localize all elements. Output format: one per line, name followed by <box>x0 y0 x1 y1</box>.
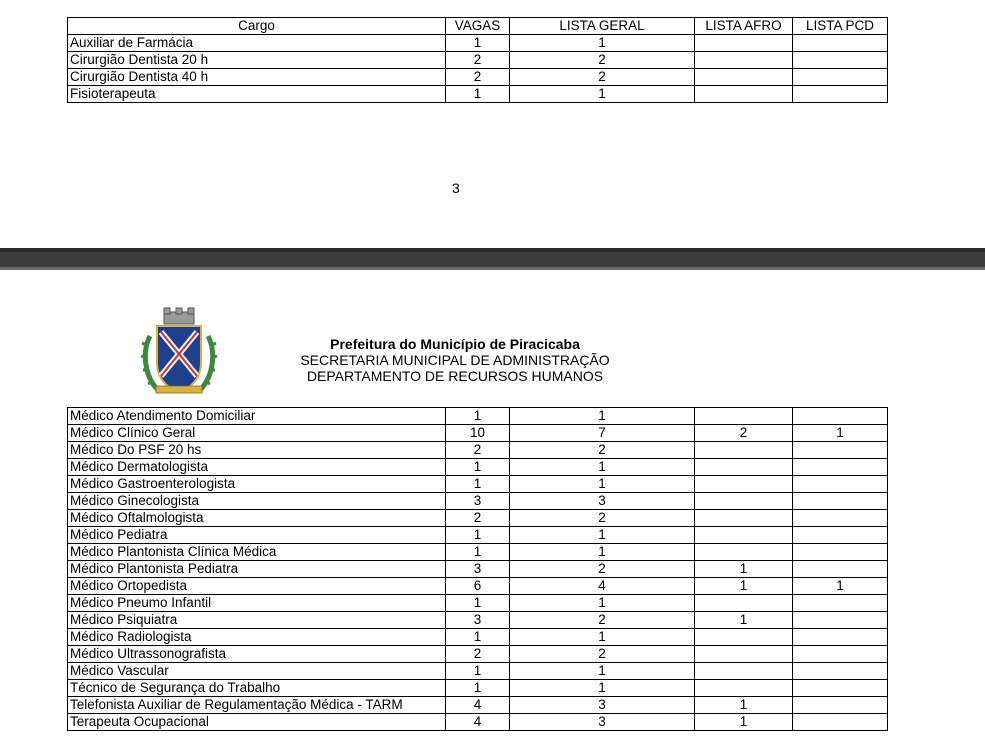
page-separator <box>0 248 985 270</box>
cell-lista-pcd <box>793 544 888 561</box>
cell-cargo: Médico Do PSF 20 hs <box>68 442 446 459</box>
document-header <box>240 336 670 384</box>
cell-lista-pcd: 1 <box>793 578 888 595</box>
table-row <box>68 425 888 442</box>
cell-lista-afro <box>695 476 793 493</box>
cell-lista-pcd <box>793 697 888 714</box>
table-row <box>68 680 888 697</box>
table-row <box>68 578 888 595</box>
cell-vagas: 3 <box>446 561 510 578</box>
cell-lista-geral: 2 <box>510 52 695 69</box>
cell-lista-geral: 1 <box>510 663 695 680</box>
cell-cargo: Telefonista Auxiliar de Regulamentação Médica - TARM <box>68 697 446 714</box>
cell-cargo: Médico Clínico Geral <box>68 425 446 442</box>
cell-lista-geral: 1 <box>510 35 695 52</box>
table-row <box>68 595 888 612</box>
cell-lista-geral: 2 <box>510 510 695 527</box>
cell-lista-geral: 1 <box>510 476 695 493</box>
cell-lista-pcd <box>793 408 888 425</box>
cell-vagas: 4 <box>446 714 510 731</box>
cell-vagas: 10 <box>446 425 510 442</box>
cell-lista-afro <box>695 544 793 561</box>
table-row <box>68 476 888 493</box>
vacancy-table-page-3 <box>67 17 888 103</box>
page-number: 3 <box>452 180 460 196</box>
table-row <box>68 663 888 680</box>
cell-lista-geral: 1 <box>510 408 695 425</box>
cell-cargo: Médico Pneumo Infantil <box>68 595 446 612</box>
cell-lista-afro: 1 <box>695 578 793 595</box>
table-row <box>68 714 888 731</box>
cell-lista-geral: 2 <box>510 612 695 629</box>
cell-lista-afro: 1 <box>695 697 793 714</box>
cell-lista-afro: 2 <box>695 425 793 442</box>
cell-lista-geral: 1 <box>510 544 695 561</box>
cell-lista-afro: 1 <box>695 714 793 731</box>
cell-lista-pcd <box>793 646 888 663</box>
table-row <box>68 459 888 476</box>
cell-cargo: Técnico de Segurança do Trabalho <box>68 680 446 697</box>
cell-lista-afro <box>695 510 793 527</box>
cell-vagas: 1 <box>446 527 510 544</box>
cell-vagas: 1 <box>446 86 510 103</box>
cell-lista-pcd <box>793 510 888 527</box>
header-lista-pcd: LISTA PCD <box>793 18 888 35</box>
municipal-coat-of-arms-icon <box>140 306 218 398</box>
header-vagas: VAGAS <box>446 18 510 35</box>
cell-cargo: Médico Gastroenterologista <box>68 476 446 493</box>
cell-cargo: Médico Atendimento Domiciliar <box>68 408 446 425</box>
cell-lista-pcd <box>793 493 888 510</box>
cell-lista-geral: 1 <box>510 629 695 646</box>
cell-cargo: Cirurgião Dentista 20 h <box>68 52 446 69</box>
cell-lista-afro <box>695 527 793 544</box>
cell-lista-pcd <box>793 35 888 52</box>
table-header-row <box>68 18 888 35</box>
cell-vagas: 1 <box>446 629 510 646</box>
cell-lista-pcd <box>793 629 888 646</box>
secretaria-name: SECRETARIA MUNICIPAL DE ADMINISTRAÇÃO <box>300 352 610 368</box>
cell-lista-afro <box>695 442 793 459</box>
cell-vagas: 2 <box>446 52 510 69</box>
table-row <box>68 408 888 425</box>
cell-cargo: Médico Ultrassonografista <box>68 646 446 663</box>
cell-cargo: Cirurgião Dentista 40 h <box>68 69 446 86</box>
cell-cargo: Terapeuta Ocupacional <box>68 714 446 731</box>
cell-vagas: 1 <box>446 663 510 680</box>
cell-lista-pcd <box>793 527 888 544</box>
cell-lista-geral: 1 <box>510 459 695 476</box>
cell-lista-afro <box>695 86 793 103</box>
cell-cargo: Médico Pediatra <box>68 527 446 544</box>
cell-lista-geral: 3 <box>510 493 695 510</box>
table-row <box>68 544 888 561</box>
table-row <box>68 69 888 86</box>
cell-lista-pcd <box>793 680 888 697</box>
cell-cargo: Médico Plantonista Clínica Médica <box>68 544 446 561</box>
cell-lista-afro <box>695 595 793 612</box>
cell-lista-geral: 1 <box>510 595 695 612</box>
cell-lista-pcd <box>793 612 888 629</box>
cell-cargo: Auxiliar de Farmácia <box>68 35 446 52</box>
cell-lista-afro: 1 <box>695 612 793 629</box>
cell-lista-afro <box>695 52 793 69</box>
cell-cargo: Médico Plantonista Pediatra <box>68 561 446 578</box>
header-lista-geral: LISTA GERAL <box>510 18 695 35</box>
cell-lista-geral: 1 <box>510 86 695 103</box>
cell-lista-pcd <box>793 476 888 493</box>
cell-lista-pcd <box>793 714 888 731</box>
table-row <box>68 52 888 69</box>
organization-name: Prefeitura do Município de Piracicaba <box>330 336 580 352</box>
cell-cargo: Médico Dermatologista <box>68 459 446 476</box>
cell-lista-afro <box>695 69 793 86</box>
cell-lista-afro <box>695 663 793 680</box>
cell-lista-afro: 1 <box>695 561 793 578</box>
cell-lista-afro <box>695 646 793 663</box>
cell-vagas: 3 <box>446 612 510 629</box>
table-row <box>68 35 888 52</box>
cell-vagas: 1 <box>446 459 510 476</box>
cell-vagas: 1 <box>446 408 510 425</box>
table-row <box>68 629 888 646</box>
cell-lista-geral: 4 <box>510 578 695 595</box>
cell-cargo: Médico Vascular <box>68 663 446 680</box>
table-row <box>68 697 888 714</box>
cell-cargo: Fisioterapeuta <box>68 86 446 103</box>
table-row <box>68 493 888 510</box>
cell-lista-afro <box>695 680 793 697</box>
cell-vagas: 1 <box>446 680 510 697</box>
cell-lista-geral: 2 <box>510 69 695 86</box>
cell-lista-afro <box>695 408 793 425</box>
departamento-name: DEPARTAMENTO DE RECURSOS HUMANOS <box>306 368 604 384</box>
cell-vagas: 1 <box>446 476 510 493</box>
cell-lista-pcd <box>793 52 888 69</box>
table-row <box>68 612 888 629</box>
cell-lista-geral: 1 <box>510 527 695 544</box>
cell-lista-pcd <box>793 663 888 680</box>
cell-cargo: Médico Radiologista <box>68 629 446 646</box>
cell-lista-pcd <box>793 595 888 612</box>
table-row <box>68 527 888 544</box>
cell-lista-pcd <box>793 69 888 86</box>
cell-lista-afro <box>695 493 793 510</box>
cell-vagas: 1 <box>446 35 510 52</box>
cell-lista-afro <box>695 629 793 646</box>
cell-vagas: 1 <box>446 595 510 612</box>
cell-vagas: 4 <box>446 697 510 714</box>
cell-vagas: 2 <box>446 646 510 663</box>
cell-cargo: Médico Ortopedista <box>68 578 446 595</box>
table-row <box>68 510 888 527</box>
cell-vagas: 1 <box>446 544 510 561</box>
cell-lista-pcd <box>793 561 888 578</box>
cell-lista-afro <box>695 459 793 476</box>
cell-lista-geral: 7 <box>510 425 695 442</box>
cell-lista-afro <box>695 35 793 52</box>
header-cargo: Cargo <box>68 18 446 35</box>
cell-lista-geral: 3 <box>510 714 695 731</box>
cell-lista-pcd: 1 <box>793 425 888 442</box>
table-row <box>68 561 888 578</box>
cell-lista-geral: 2 <box>510 646 695 663</box>
cell-lista-geral: 3 <box>510 697 695 714</box>
cell-lista-geral: 1 <box>510 680 695 697</box>
cell-lista-geral: 2 <box>510 442 695 459</box>
cell-cargo: Médico Oftalmologista <box>68 510 446 527</box>
cell-lista-pcd <box>793 442 888 459</box>
table-row <box>68 86 888 103</box>
cell-lista-pcd <box>793 459 888 476</box>
cell-lista-pcd <box>793 86 888 103</box>
header-lista-afro: LISTA AFRO <box>695 18 793 35</box>
cell-cargo: Médico Psiquiatra <box>68 612 446 629</box>
cell-vagas: 2 <box>446 442 510 459</box>
vacancy-table-page-4 <box>67 407 888 731</box>
cell-vagas: 6 <box>446 578 510 595</box>
cell-vagas: 3 <box>446 493 510 510</box>
cell-cargo: Médico Ginecologista <box>68 493 446 510</box>
table-row <box>68 442 888 459</box>
cell-vagas: 2 <box>446 69 510 86</box>
cell-vagas: 2 <box>446 510 510 527</box>
cell-lista-geral: 2 <box>510 561 695 578</box>
table-row <box>68 646 888 663</box>
